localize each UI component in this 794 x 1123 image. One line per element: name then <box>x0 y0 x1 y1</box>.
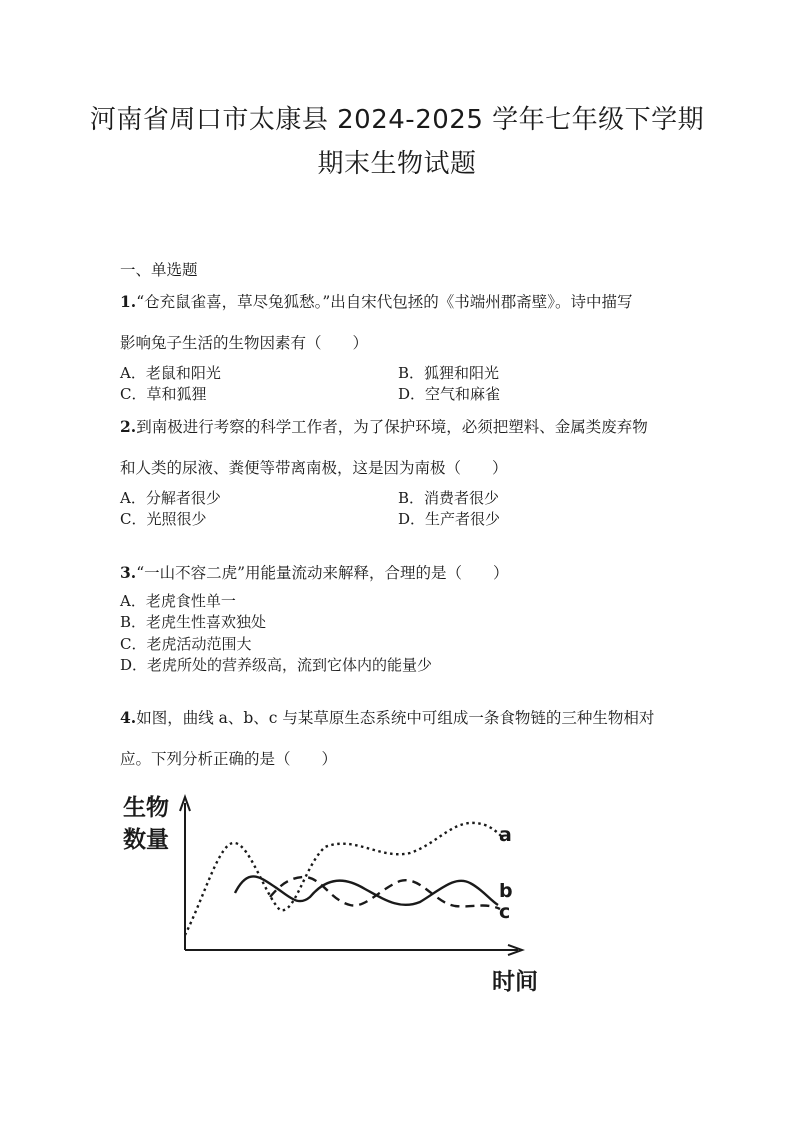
question-3-option-b[interactable]: B．老虎生性喜欢独处 <box>120 613 267 631</box>
question-4-number: 4. <box>120 708 137 727</box>
question-1 <box>120 290 633 312</box>
question-2-option-b[interactable]: B．消费者很少 <box>398 489 500 507</box>
question-3-number: 3. <box>120 563 137 582</box>
question-3 <box>120 561 509 583</box>
question-4-line-2: 应。下列分析正确的是（ ） <box>120 750 338 768</box>
title-line-2: 期末生物试题 <box>317 149 477 179</box>
question-1-option-c[interactable]: C．草和狐狸 <box>120 385 207 403</box>
title-line-1: 河南省周口市太康县 2024-2025 学年七年级下学期 <box>89 105 705 135</box>
curve-label-b: b <box>499 880 513 902</box>
question-1-line-1: “仓充鼠雀喜，草尽兔狐愁。”出自宋代包拯的《书端州郡斋壁》。诗中描写 <box>136 293 633 311</box>
question-1-number: 1. <box>120 292 137 311</box>
question-2-option-d[interactable]: D．生产者很少 <box>398 510 501 528</box>
question-1-option-b[interactable]: B．狐狸和阳光 <box>398 364 500 382</box>
question-1-option-a[interactable]: A．老鼠和阳光 <box>120 364 221 382</box>
question-4 <box>120 706 654 728</box>
y-axis-label-line-2: 数量 <box>123 827 169 853</box>
question-3-option-c[interactable]: C．老虎活动范围大 <box>120 635 252 653</box>
question-2-option-c[interactable]: C．光照很少 <box>120 510 207 528</box>
page-title <box>0 98 794 186</box>
question-2-number: 2. <box>120 417 137 436</box>
x-axis-label: 时间 <box>492 969 538 995</box>
question-3-line-1: “一山不容二虎”用能量流动来解释，合理的是（ ） <box>136 564 509 582</box>
question-1-line-2: 影响兔子生活的生物因素有（ ） <box>120 334 369 352</box>
question-2-line-2: 和人类的尿液、粪便等带离南极，这是因为南极（ ） <box>120 459 508 477</box>
curve-label-c: c <box>499 901 511 923</box>
question-2-option-a[interactable]: A．分解者很少 <box>120 489 221 507</box>
population-curve-figure <box>110 785 560 1000</box>
curve-label-a: a <box>499 824 512 846</box>
question-3-option-a[interactable]: A．老虎食性单一 <box>120 592 236 610</box>
question-1-option-d[interactable]: D．空气和麻雀 <box>398 385 501 403</box>
question-3-option-d[interactable]: D．老虎所处的营养级高，流到它体内的能量少 <box>120 656 433 674</box>
curve-a <box>185 823 502 935</box>
question-2-line-1: 到南极进行考察的科学工作者，为了保护环境，必须把塑料、金属类废弃物 <box>136 418 648 436</box>
section-heading: 一、单选题 <box>120 261 198 279</box>
question-2 <box>120 415 648 437</box>
question-4-line-1: 如图，曲线 a、b、c 与某草原生态系统中可组成一条食物链的三种生物相对 <box>136 709 655 727</box>
y-axis-label-line-1: 生物 <box>123 795 169 821</box>
